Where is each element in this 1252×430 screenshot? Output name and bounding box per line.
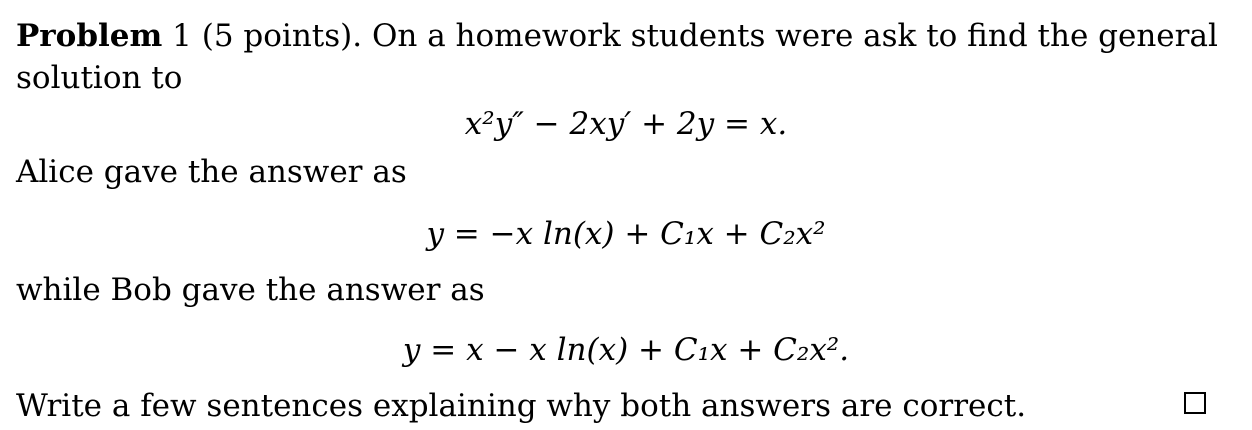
ode-equation: x²y″ − 2xy′ + 2y = x.	[464, 106, 788, 142]
alice-text: Alice gave the answer as	[16, 154, 407, 190]
problem-intro-line2: solution to	[16, 60, 183, 96]
problem-label: Problem	[16, 18, 163, 54]
problem-number-points: 1 (5 points).	[172, 18, 363, 54]
alice-answer: y = −x ln(x) + C₁x + C₂x²	[426, 216, 826, 252]
bob-answer: y = x − x ln(x) + C₁x + C₂x².	[402, 332, 850, 368]
task-text: Write a few sentences explaining why both answers are correct.	[16, 388, 1027, 424]
qed-box-icon	[1184, 392, 1206, 414]
bob-text: while Bob gave the answer as	[16, 272, 485, 308]
problem-intro-line1: On a homework students were ask to find the general	[371, 18, 1218, 54]
problem-header	[16, 16, 1218, 56]
